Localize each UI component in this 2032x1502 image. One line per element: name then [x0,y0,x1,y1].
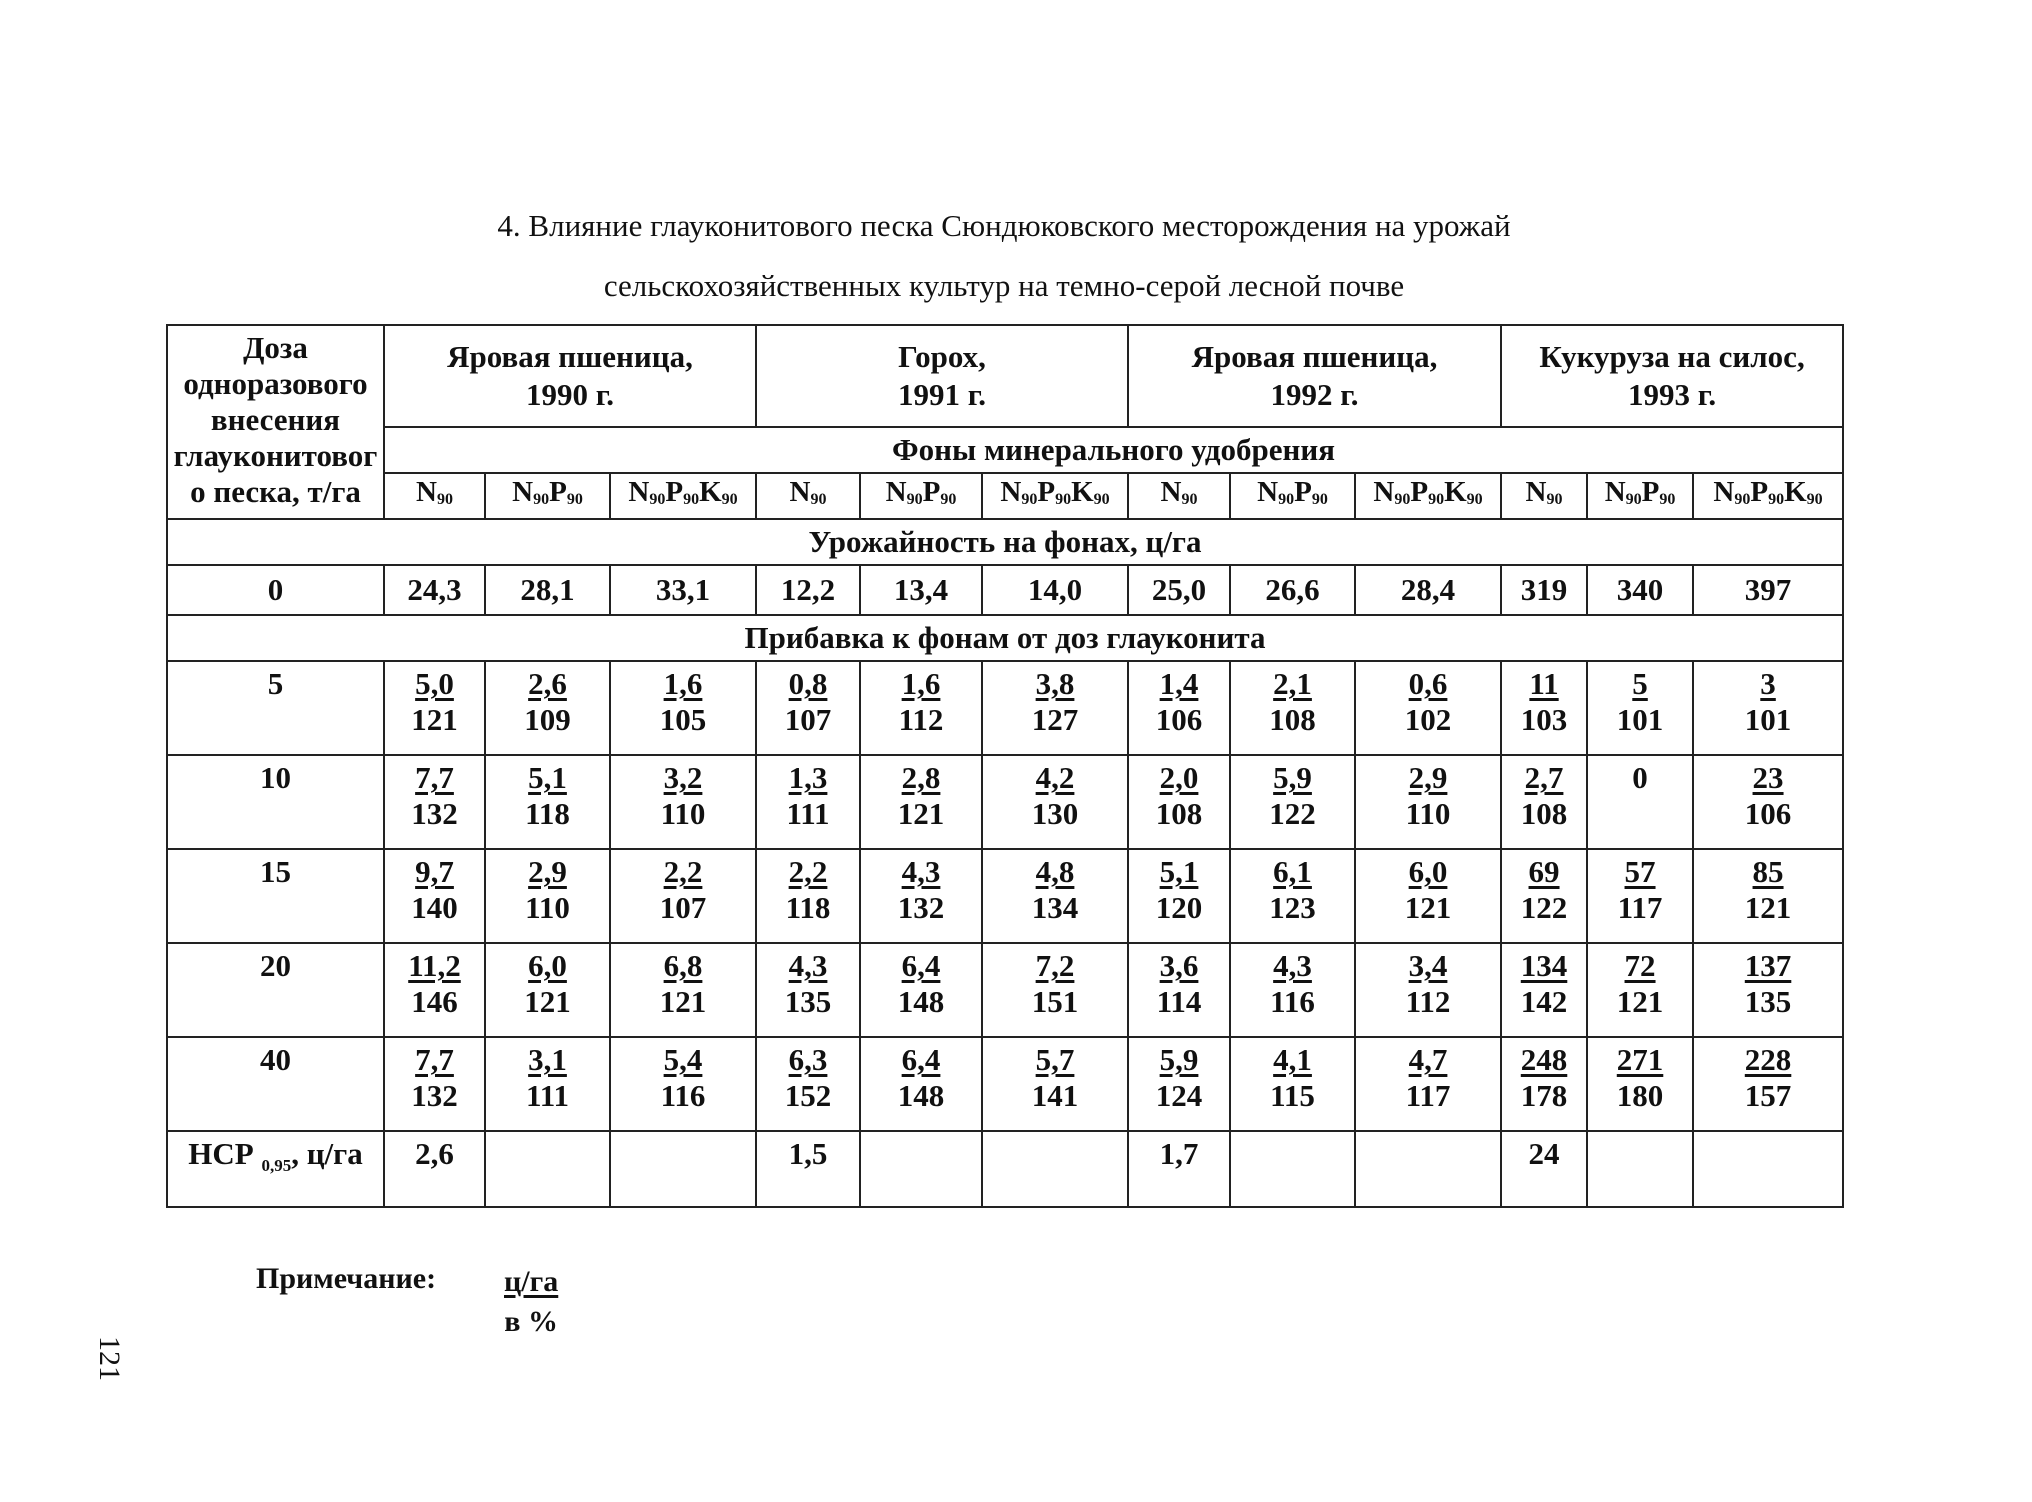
increase-value: 2,8 [901,760,941,795]
increase-value: 7,2 [1035,948,1075,983]
increase-cell [860,943,982,1037]
increase-cell [1355,1037,1501,1131]
lsd-cell: 1,7 [1128,1131,1230,1207]
increase-percent: 108 [1269,702,1316,737]
note-label: Примечание: [256,1262,437,1295]
increase-percent: 108 [1520,796,1568,831]
increase-percent: 146 [411,984,458,1019]
increase-value: 6,8 [663,948,703,983]
increase-value: 5,4 [663,1042,703,1077]
increase-cell [485,755,610,849]
crop-name: Яровая пшеница, [447,339,693,374]
lsd-label-text: НСР [188,1136,254,1171]
increase-percent: 132 [411,796,458,831]
lsd-label [167,1131,384,1207]
increase-cell [610,849,756,943]
increase-cell [384,849,485,943]
increase-cell [1355,755,1501,849]
crop-header [756,325,1128,427]
crop-header [384,325,756,427]
increase-percent: 117 [1617,890,1663,925]
increase-percent: 141 [1031,1078,1079,1113]
increase-cell [1355,849,1501,943]
increase-cell [485,849,610,943]
increase-cell [485,1037,610,1131]
increase-percent: 120 [1155,890,1203,925]
lsd-cell [610,1131,756,1207]
increase-percent: 106 [1155,702,1203,737]
increase-value: 6,1 [1273,854,1312,889]
increase-value: 69 [1528,854,1560,889]
crop-name: Горох, [898,339,986,374]
increase-percent: 121 [1404,890,1452,925]
increase-cell [384,943,485,1037]
increase-cell [982,661,1128,755]
increase-value: 4,3 [1273,948,1312,983]
increase-percent: 108 [1155,796,1203,831]
increase-header-row [167,615,1843,661]
background-label: $N_{90}$ [384,473,485,519]
increase-percent: 111 [786,796,830,831]
crop-name: Яровая пшеница, [1191,339,1438,374]
increase-value: 3,8 [1035,666,1075,701]
increase-value: 7,7 [415,1042,454,1077]
increase-cell [860,1037,982,1131]
increase-value: 4,7 [1408,1042,1448,1077]
header-row-backgrounds-title [167,427,1843,473]
crop-header [1128,325,1501,427]
increase-value: 7,7 [415,760,454,795]
table-title-line-2: сельскохозяйственных культур на темно-серой лесной почве [603,268,1405,303]
increase-percent: 127 [1031,702,1079,737]
increase-cell [756,849,860,943]
lsd-row [167,1131,1843,1207]
yield-cell: 319 [1501,565,1587,615]
note-numerator: ц/га [504,1265,559,1298]
increase-cell [610,661,756,755]
increase-cell [1355,943,1501,1037]
increase-value: 72 [1624,948,1656,983]
background-label: $N_{90}P_{90}$ [1587,473,1693,519]
lsd-cell [1693,1131,1843,1207]
lsd-label-unit: , ц/га [291,1136,363,1171]
increase-value: 4,8 [1035,854,1075,889]
table-title-line-1: 4. Влияние глауконитового песка Сюндюковского месторождения на урожай [497,208,1511,243]
yield-cell: 13,4 [860,565,982,615]
increase-cell [1230,1037,1355,1131]
increase-percent: 102 [1404,702,1452,737]
increase-value: 6,0 [528,948,567,983]
increase-cell [756,1037,860,1131]
increase-value: 4,3 [901,854,941,889]
increase-percent: 121 [659,984,707,1019]
crop-year: 1993 г. [1628,377,1717,412]
lsd-cell [1355,1131,1501,1207]
increase-cell [982,1037,1128,1131]
dose-cell: 20 [167,943,384,1037]
increase-cell [1501,943,1587,1037]
background-label: $N_{90}P_{90}K_{90}$ [610,473,756,519]
yield-table [166,324,1844,1208]
increase-cell [1501,849,1587,943]
increase-cell [1230,943,1355,1037]
lsd-cell [485,1131,610,1207]
increase-value: 5,1 [528,760,567,795]
yield-cell: 28,4 [1355,565,1501,615]
base-yield-row [167,565,1843,615]
increase-value: 4,2 [1035,760,1075,795]
increase-cell [756,943,860,1037]
yield-cell: 26,6 [1230,565,1355,615]
increase-cell [860,661,982,755]
increase-cell [982,943,1128,1037]
increase-cell [1128,661,1230,755]
header-row-crops [167,325,1843,427]
increase-percent: 142 [1520,984,1568,1019]
increase-percent: 135 [1744,984,1792,1019]
increase-value: 3,4 [1408,948,1448,983]
increase-cell [1693,849,1843,943]
increase-value: 2,9 [1408,760,1448,795]
increase-percent: 114 [1156,984,1202,1019]
increase-cell [384,755,485,849]
increase-percent: 135 [784,984,832,1019]
increase-value: 5,0 [415,666,454,701]
increase-cell [1693,943,1843,1037]
yield-cell: 25,0 [1128,565,1230,615]
increase-value: 271 [1616,1042,1664,1077]
increase-cell [485,661,610,755]
increase-percent: 106 [1744,796,1792,831]
yield-header: Урожайность на фонах, ц/га [167,519,1843,565]
increase-value: 4,1 [1273,1042,1312,1077]
lsd-cell: 1,5 [756,1131,860,1207]
background-label: $N_{90}$ [756,473,860,519]
increase-value: 5 [1632,666,1648,701]
table-row [167,661,1843,755]
increase-value: 1,6 [663,666,703,701]
background-label: $N_{90}P_{90}K_{90}$ [1355,473,1501,519]
increase-percent: 121 [897,796,945,831]
increase-percent: 101 [1616,702,1664,737]
increase-percent: 110 [525,890,570,925]
increase-percent: 148 [897,984,945,1019]
increase-percent: 148 [897,1078,945,1113]
increase-value: 11,2 [408,948,461,983]
background-label: $N_{90}P_{90}K_{90}$ [1693,473,1843,519]
lsd-cell: 2,6 [384,1131,485,1207]
lsd-cell [1587,1131,1693,1207]
yield-cell: 14,0 [982,565,1128,615]
increase-percent: 118 [525,796,570,831]
yield-cell: 397 [1693,565,1843,615]
increase-percent: 112 [1405,984,1451,1019]
background-label: $N_{90}P_{90}$ [485,473,610,519]
increase-value: 3,2 [663,760,703,795]
crop-header [1501,325,1843,427]
increase-value: 2,1 [1273,666,1312,701]
increase-percent: 110 [660,796,706,831]
increase-cell [1128,849,1230,943]
yield-cell: 24,3 [384,565,485,615]
increase-value: 5,9 [1159,1042,1199,1077]
increase-value: 5,7 [1035,1042,1075,1077]
increase-value: 3,1 [528,1042,567,1077]
increase-percent: 157 [1744,1078,1792,1113]
increase-percent: 140 [411,890,458,925]
increase-value: 137 [1744,948,1792,983]
yield-cell: 28,1 [485,565,610,615]
background-label: $N_{90}$ [1128,473,1230,519]
dose-cell: 40 [167,1037,384,1131]
increase-cell [1693,661,1843,755]
lsd-cell: 24 [1501,1131,1587,1207]
increase-value: 2,6 [528,666,567,701]
increase-value: 0,6 [1408,666,1448,701]
lsd-cell [1230,1131,1355,1207]
increase-cell [1587,755,1693,849]
background-label: $N_{90}P_{90}K_{90}$ [982,473,1128,519]
increase-value: 23 [1752,760,1784,795]
increase-percent: 134 [1031,890,1079,925]
increase-percent: 111 [525,1078,570,1113]
lsd-label-sub: 0,95 [261,1156,292,1176]
crop-name: Кукуруза на силос, [1539,339,1805,374]
dose-cell: 15 [167,849,384,943]
increase-value: 4,3 [788,948,828,983]
increase-cell [1587,943,1693,1037]
increase-percent: 121 [524,984,571,1019]
yield-cell: 12,2 [756,565,860,615]
increase-cell [1230,755,1355,849]
increase-cell [1693,755,1843,849]
lsd-cell [982,1131,1128,1207]
increase-percent: 180 [1616,1078,1664,1113]
increase-percent: 112 [898,702,944,737]
note-fraction [504,1262,558,1342]
increase-cell [1128,755,1230,849]
increase-percent: 118 [785,890,831,925]
increase-value: 3,6 [1159,948,1199,983]
increase-value: 6,3 [788,1042,828,1077]
increase-cell [860,755,982,849]
increase-value: 2,2 [788,854,828,889]
increase-value: 57 [1624,854,1656,889]
yield-cell: 33,1 [610,565,756,615]
increase-value: 3 [1760,666,1776,701]
increase-percent: 117 [1405,1078,1451,1113]
increase-cell [860,849,982,943]
increase-cell [1128,943,1230,1037]
table-row [167,755,1843,849]
increase-percent: 116 [660,1078,706,1113]
increase-percent: 123 [1269,890,1316,925]
increase-value: 2,2 [663,854,703,889]
increase-cell [1501,1037,1587,1131]
increase-cell [1128,1037,1230,1131]
increase-value: 134 [1520,948,1568,983]
dose-cell: 5 [167,661,384,755]
increase-percent: 132 [411,1078,458,1113]
increase-value: 248 [1520,1042,1568,1077]
background-label: $N_{90}P_{90}$ [1230,473,1355,519]
increase-percent: 132 [897,890,945,925]
increase-cell [384,1037,485,1131]
increase-cell [756,661,860,755]
increase-value: 6,4 [901,948,941,983]
background-label: $N_{90}P_{90}$ [860,473,982,519]
increase-percent: 122 [1520,890,1568,925]
increase-cell [1587,849,1693,943]
increase-percent: 116 [1270,984,1315,1019]
increase-cell [982,849,1128,943]
increase-percent: 124 [1155,1078,1203,1113]
table-row [167,1037,1843,1131]
dose-cell: 10 [167,755,384,849]
increase-value: 1,4 [1159,666,1199,701]
increase-cell [1587,661,1693,755]
increase-percent: 115 [1270,1078,1315,1113]
increase-percent: 121 [411,702,458,737]
header-row-backgrounds [167,473,1843,519]
increase-value: 11 [1529,666,1559,701]
increase-percent: 121 [1616,984,1664,1019]
increase-value: 5,1 [1159,854,1199,889]
crop-year: 1992 г. [1270,377,1359,412]
increase-cell [1355,661,1501,755]
page-number: 121 [93,1336,126,1381]
increase-cell [982,755,1128,849]
increase-percent: 109 [524,702,571,737]
increase-percent: 151 [1031,984,1079,1019]
increase-percent: 152 [784,1078,832,1113]
increase-percent: 107 [659,890,707,925]
increase-percent: 178 [1520,1078,1568,1113]
dose-header: Доза одноразового внесения глауконитовог о песка, т/га [167,325,384,519]
increase-cell [1501,755,1587,849]
yield-cell: 340 [1587,565,1693,615]
increase-cell [756,755,860,849]
increase-percent: 101 [1744,702,1792,737]
increase-percent: 105 [659,702,707,737]
increase-value: 5,9 [1273,760,1312,795]
increase-value: 1,3 [788,760,828,795]
increase-header: Прибавка к фонам от доз глауконита [167,615,1843,661]
increase-cell [610,755,756,849]
backgrounds-header: Фоны минерального удобрения [384,427,1843,473]
increase-percent: 103 [1520,702,1568,737]
increase-value: 1,6 [901,666,941,701]
increase-value: 2,7 [1524,760,1564,795]
increase-cell [1693,1037,1843,1131]
increase-value: 6,4 [901,1042,941,1077]
dose-cell: 0 [167,565,384,615]
note-denominator: в % [504,1305,558,1338]
table-row [167,943,1843,1037]
increase-value: 228 [1744,1042,1792,1077]
increase-percent: 110 [1405,796,1451,831]
increase-value: 0 [1632,760,1648,795]
increase-value: 6,0 [1408,854,1448,889]
increase-cell [1230,849,1355,943]
increase-value: 0,8 [788,666,828,701]
yield-header-row [167,519,1843,565]
increase-cell [610,943,756,1037]
increase-value: 9,7 [415,854,454,889]
lsd-cell [860,1131,982,1207]
increase-percent: 107 [784,702,832,737]
increase-percent: 122 [1269,796,1316,831]
increase-cell [1501,661,1587,755]
crop-year: 1990 г. [525,377,615,412]
increase-cell [485,943,610,1037]
table-row [167,849,1843,943]
crop-year: 1991 г. [897,377,987,412]
increase-cell [1587,1037,1693,1131]
increase-percent: 121 [1744,890,1792,925]
increase-value: 2,0 [1159,760,1199,795]
increase-percent: 130 [1031,796,1079,831]
increase-cell [610,1037,756,1131]
increase-value: 2,9 [528,854,567,889]
increase-cell [384,661,485,755]
increase-value: 85 [1752,854,1784,889]
background-label: $N_{90}$ [1501,473,1587,519]
increase-cell [1230,661,1355,755]
